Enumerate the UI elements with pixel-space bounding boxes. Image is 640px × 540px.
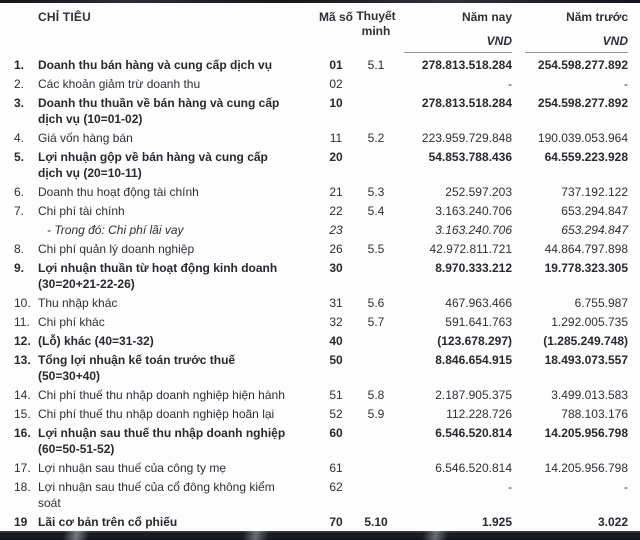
row-label (38, 241, 316, 257)
table-row (0, 76, 640, 92)
row-num: 17. (14, 461, 31, 475)
row-current-value: 278.813.518.284 (421, 58, 512, 72)
row-current-value: 252.597.203 (445, 185, 512, 199)
row-label-line1: Chi phí khác (38, 315, 105, 329)
row-label (38, 460, 316, 476)
row-label-line2: dịch vụ (10=01-02) (38, 112, 143, 126)
row-label-line1: Doanh thu thuần về bán hàng và cung cấp (38, 96, 280, 110)
row-label-line1: Chi phí quản lý doanh nghiệp (38, 242, 195, 256)
row-prior-value: 254.598.277.892 (537, 96, 628, 110)
row-label-line1: Lợi nhuận gộp về bán hàng và cung cấp (38, 150, 268, 164)
table-row (0, 333, 640, 349)
row-label-line2: (60=50-51-52) (38, 442, 115, 456)
row-prior-value: 788.103.176 (561, 407, 628, 421)
header-rule-current (404, 52, 512, 53)
row-note: 5.7 (367, 315, 385, 329)
row-current-value: 6.546.520.814 (435, 426, 512, 440)
row-num: 8. (14, 242, 25, 256)
header-current-year (396, 9, 512, 53)
row-note (356, 76, 396, 92)
row-prior-value: (1.285.249.748) (543, 334, 628, 348)
header-spacer (8, 9, 38, 53)
row-code: 62 (329, 480, 343, 494)
row-label-line1: Chi phí thuế thu nhập doanh nghiệp hoãn lại (38, 407, 275, 421)
row-label-line1: Doanh thu bán hàng và cung cấp dịch vụ (38, 58, 273, 72)
row-label (38, 352, 316, 384)
row-label-line1: Tổng lợi nhuận kế toán trước thuế (38, 353, 236, 367)
row-note: 5.2 (367, 131, 385, 145)
table-row (0, 295, 640, 311)
row-label (38, 184, 316, 200)
row-num: 14. (14, 388, 31, 402)
row-prior-value: - (624, 77, 628, 91)
table-row (0, 57, 640, 73)
row-prior-value: 653.294.847 (561, 204, 628, 218)
row-code: 11 (329, 131, 343, 145)
table-row (0, 479, 640, 511)
table-row (0, 425, 640, 457)
row-note (356, 260, 396, 292)
header-note: Thuyết minh (356, 9, 396, 38)
table-row (0, 460, 640, 476)
row-label-line1: Doanh thu hoạt động tài chính (38, 185, 199, 199)
row-label-line2: soát (38, 496, 61, 510)
row-current-value: 591.641.763 (445, 315, 512, 329)
row-label (38, 406, 316, 422)
row-current-value: - (508, 480, 512, 494)
row-label-line1: Chi phí tài chính (38, 204, 125, 218)
table-row (0, 222, 640, 238)
row-current-value: - (508, 77, 512, 91)
row-note (356, 352, 396, 384)
row-current-value: 278.813.518.284 (421, 96, 512, 110)
row-note: 5.6 (367, 296, 385, 310)
row-label (38, 333, 316, 349)
row-note: 5.3 (367, 185, 385, 199)
row-note (356, 149, 396, 181)
table-header (0, 3, 640, 53)
row-note: 5.10 (364, 515, 388, 529)
row-code: 31 (329, 296, 343, 310)
row-note (356, 95, 396, 127)
table-row (0, 149, 640, 181)
row-code: 70 (329, 515, 343, 529)
row-label (38, 514, 316, 530)
row-code: 02 (329, 77, 343, 91)
currency-label-prior: VND (602, 34, 628, 48)
row-current-value: 2.187.905.375 (435, 388, 512, 402)
row-num: 9. (14, 261, 25, 275)
header-rule-prior (525, 52, 628, 53)
row-prior-value: 18.493.073.557 (544, 353, 628, 367)
row-num: 6. (14, 185, 25, 199)
row-label (38, 95, 316, 127)
row-label (38, 479, 316, 511)
row-note (356, 222, 396, 238)
row-code: 51 (329, 388, 343, 402)
table-row (0, 314, 640, 330)
table-row (0, 352, 640, 384)
table-row (0, 130, 640, 146)
row-label-line1: Lợi nhuận sau thuế của cổ đông không kiểm (38, 480, 275, 494)
table-row (0, 514, 640, 530)
row-prior-value: 3.499.013.583 (551, 388, 628, 402)
row-prior-value: 653.294.847 (561, 223, 628, 237)
row-num: 10. (14, 296, 31, 310)
table-row (0, 203, 640, 219)
table-row (0, 260, 640, 292)
row-prior-value: 64.559.223.928 (544, 150, 628, 164)
row-num: 19 (14, 515, 28, 529)
header-prior-year-label: Năm trước (566, 10, 628, 24)
row-prior-value: - (624, 480, 628, 494)
row-label (38, 222, 316, 238)
row-prior-value: 3.022 (597, 515, 628, 529)
table-row (0, 406, 640, 422)
row-label (38, 149, 316, 181)
row-label-line1: Lãi cơ bản trên cổ phiếu (38, 515, 178, 529)
currency-label-current: VND (486, 34, 512, 48)
row-current-value: 6.546.520.814 (435, 461, 512, 475)
row-note: 5.8 (367, 388, 385, 402)
row-current-value: 54.853.788.436 (428, 150, 512, 164)
row-code: 30 (329, 261, 343, 275)
row-current-value: 223.959.729.848 (421, 131, 512, 145)
row-label-line2: (30=20+21-22-26) (38, 277, 135, 291)
row-label-line1: (Lỗ) khác (40=31-32) (38, 334, 154, 348)
scan-top-edge (0, 0, 640, 3)
row-code: 10 (329, 96, 343, 110)
row-prior-value: 14.205.956.798 (544, 461, 628, 475)
row-current-value: 42.972.811.721 (429, 242, 512, 256)
row-num: 16. (14, 426, 31, 440)
row-current-value: 112.228.726 (446, 407, 512, 421)
row-num: 11. (14, 315, 30, 329)
row-prior-value: 19.778.323.305 (544, 261, 628, 275)
row-prior-value: 254.598.277.892 (537, 58, 628, 72)
row-label (38, 203, 316, 219)
row-label (38, 76, 316, 92)
row-note (356, 460, 396, 476)
row-num: 2. (14, 77, 25, 91)
row-label-line1: Chi phí thuế thu nhập doanh nghiệp hiện hành (38, 388, 285, 402)
row-code: 32 (329, 315, 343, 329)
row-code: 50 (329, 353, 343, 367)
row-prior-value: 737.192.122 (561, 185, 628, 199)
row-label (38, 260, 316, 292)
row-label-line1: Giá vốn hàng bán (38, 131, 133, 145)
row-code: 26 (329, 242, 343, 256)
row-label (38, 130, 316, 146)
row-label-line1: Các khoản giảm trừ doanh thu (38, 77, 201, 91)
row-label (38, 387, 316, 403)
row-num: 15. (14, 407, 31, 421)
row-label (38, 314, 316, 330)
row-label-line2: dịch vụ (20=10-11) (38, 166, 142, 180)
row-current-value: 8.970.333.212 (435, 261, 512, 275)
row-num: 12. (14, 334, 31, 348)
table-rows (0, 57, 640, 530)
row-label-line1: - Trong đó: Chi phí lãi vay (47, 223, 184, 237)
row-code: 61 (329, 461, 343, 475)
table-row (0, 241, 640, 257)
row-current-value: 1.925 (481, 515, 512, 529)
header-item: CHỈ TIÊU (38, 10, 91, 24)
row-num (8, 222, 38, 238)
row-label-line1: Lợi nhuận sau thuế thu nhập doanh nghiệp (38, 426, 286, 440)
row-num: 3. (14, 96, 25, 110)
row-current-value: (123.678.297) (437, 334, 512, 348)
row-label (38, 295, 316, 311)
row-prior-value: 14.205.956.798 (544, 426, 628, 440)
row-current-value: 8.846.654.915 (435, 353, 512, 367)
row-code: 22 (329, 204, 343, 218)
row-num: 5. (14, 150, 25, 164)
row-prior-value: 1.292.005.735 (551, 315, 628, 329)
header-current-year-label: Năm nay (461, 10, 512, 24)
row-label (38, 425, 316, 457)
row-label-line1: Lợi nhuận thuần từ hoạt động kinh doanh (38, 261, 278, 275)
row-current-value: 3.163.240.706 (435, 223, 512, 237)
row-current-value: 467.963.466 (445, 296, 512, 310)
row-code: 20 (329, 150, 343, 164)
row-num: 1. (14, 58, 25, 72)
row-note (356, 333, 396, 349)
row-note: 5.1 (367, 58, 385, 72)
row-code: 40 (329, 334, 343, 348)
row-label (38, 57, 316, 73)
row-note: 5.5 (367, 242, 385, 256)
row-prior-value: 6.755.987 (574, 296, 628, 310)
table-row (0, 184, 640, 200)
table-row (0, 387, 640, 403)
row-current-value: 3.163.240.706 (435, 204, 512, 218)
row-label-line2: (50=30+40) (38, 369, 101, 383)
row-num: 7. (14, 204, 25, 218)
row-label-line1: Lợi nhuận sau thuế của công ty mẹ (38, 461, 226, 475)
row-num: 13. (14, 353, 31, 367)
row-code: 01 (329, 58, 343, 72)
row-prior-value: 44.864.797.898 (544, 242, 628, 256)
row-note (356, 425, 396, 457)
header-code: Mã số (318, 10, 353, 24)
row-note: 5.9 (367, 407, 385, 421)
header-prior-year (512, 9, 628, 53)
scan-bottom-edge (0, 531, 640, 540)
row-code: 21 (329, 185, 343, 199)
row-num: 18. (14, 480, 31, 494)
row-label-line1: Thu nhập khác (38, 296, 118, 310)
row-num: 4. (14, 131, 25, 145)
row-code: 60 (329, 426, 343, 440)
row-code: 23 (329, 223, 343, 237)
row-code: 52 (329, 407, 343, 421)
row-note: 5.4 (367, 204, 385, 218)
table-row (0, 95, 640, 127)
row-note (356, 479, 396, 511)
row-prior-value: 190.039.053.964 (537, 131, 628, 145)
